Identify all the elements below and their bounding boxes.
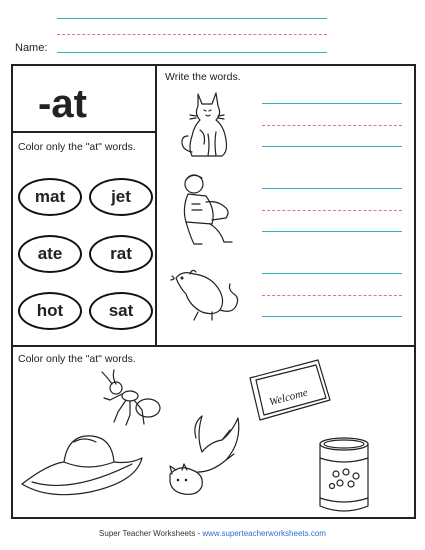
- hat-icon[interactable]: [18, 424, 146, 504]
- write-line-3[interactable]: [262, 273, 402, 274]
- write-line-2[interactable]: [262, 188, 402, 189]
- word-oval-jet[interactable]: jet: [89, 178, 153, 216]
- word-oval-ate[interactable]: ate: [18, 235, 82, 273]
- name-input-line[interactable]: [57, 52, 327, 53]
- can-icon[interactable]: [314, 436, 374, 516]
- name-label: Name:: [15, 42, 48, 54]
- boy-sitting-icon: [176, 174, 238, 248]
- write-dashed-3: [262, 295, 402, 296]
- write-line-1[interactable]: [262, 103, 402, 104]
- footer-link[interactable]: www.superteacherworksheets.com: [202, 529, 326, 538]
- cat-icon: [178, 90, 238, 160]
- color-instruction-top: Color only the "at" words.: [18, 141, 136, 153]
- write-dashed-1: [262, 125, 402, 126]
- vertical-divider: [155, 65, 157, 346]
- header-dashed-line: [57, 34, 327, 35]
- title-divider: [12, 131, 156, 133]
- write-baseline-1[interactable]: [262, 146, 402, 147]
- word-oval-rat[interactable]: rat: [89, 235, 153, 273]
- bat-icon[interactable]: [162, 412, 244, 502]
- write-baseline-3[interactable]: [262, 316, 402, 317]
- page-title: -at: [38, 82, 87, 126]
- word-oval-hot[interactable]: hot: [18, 292, 82, 330]
- rat-icon: [172, 266, 244, 328]
- ant-icon: [92, 368, 164, 430]
- write-instruction: Write the words.: [165, 71, 241, 83]
- footer-brand: Super Teacher Worksheets -: [99, 529, 203, 538]
- bottom-section-divider: [12, 345, 415, 347]
- write-baseline-2[interactable]: [262, 231, 402, 232]
- word-oval-sat[interactable]: sat: [89, 292, 153, 330]
- write-dashed-2: [262, 210, 402, 211]
- header-top-line: [57, 18, 327, 19]
- mat-welcome-text: Welcome: [267, 386, 310, 409]
- color-instruction-bottom: Color only the "at" words.: [18, 353, 136, 365]
- footer: [0, 529, 425, 538]
- word-oval-mat[interactable]: mat: [18, 178, 82, 216]
- welcome-mat-icon[interactable]: [246, 358, 334, 422]
